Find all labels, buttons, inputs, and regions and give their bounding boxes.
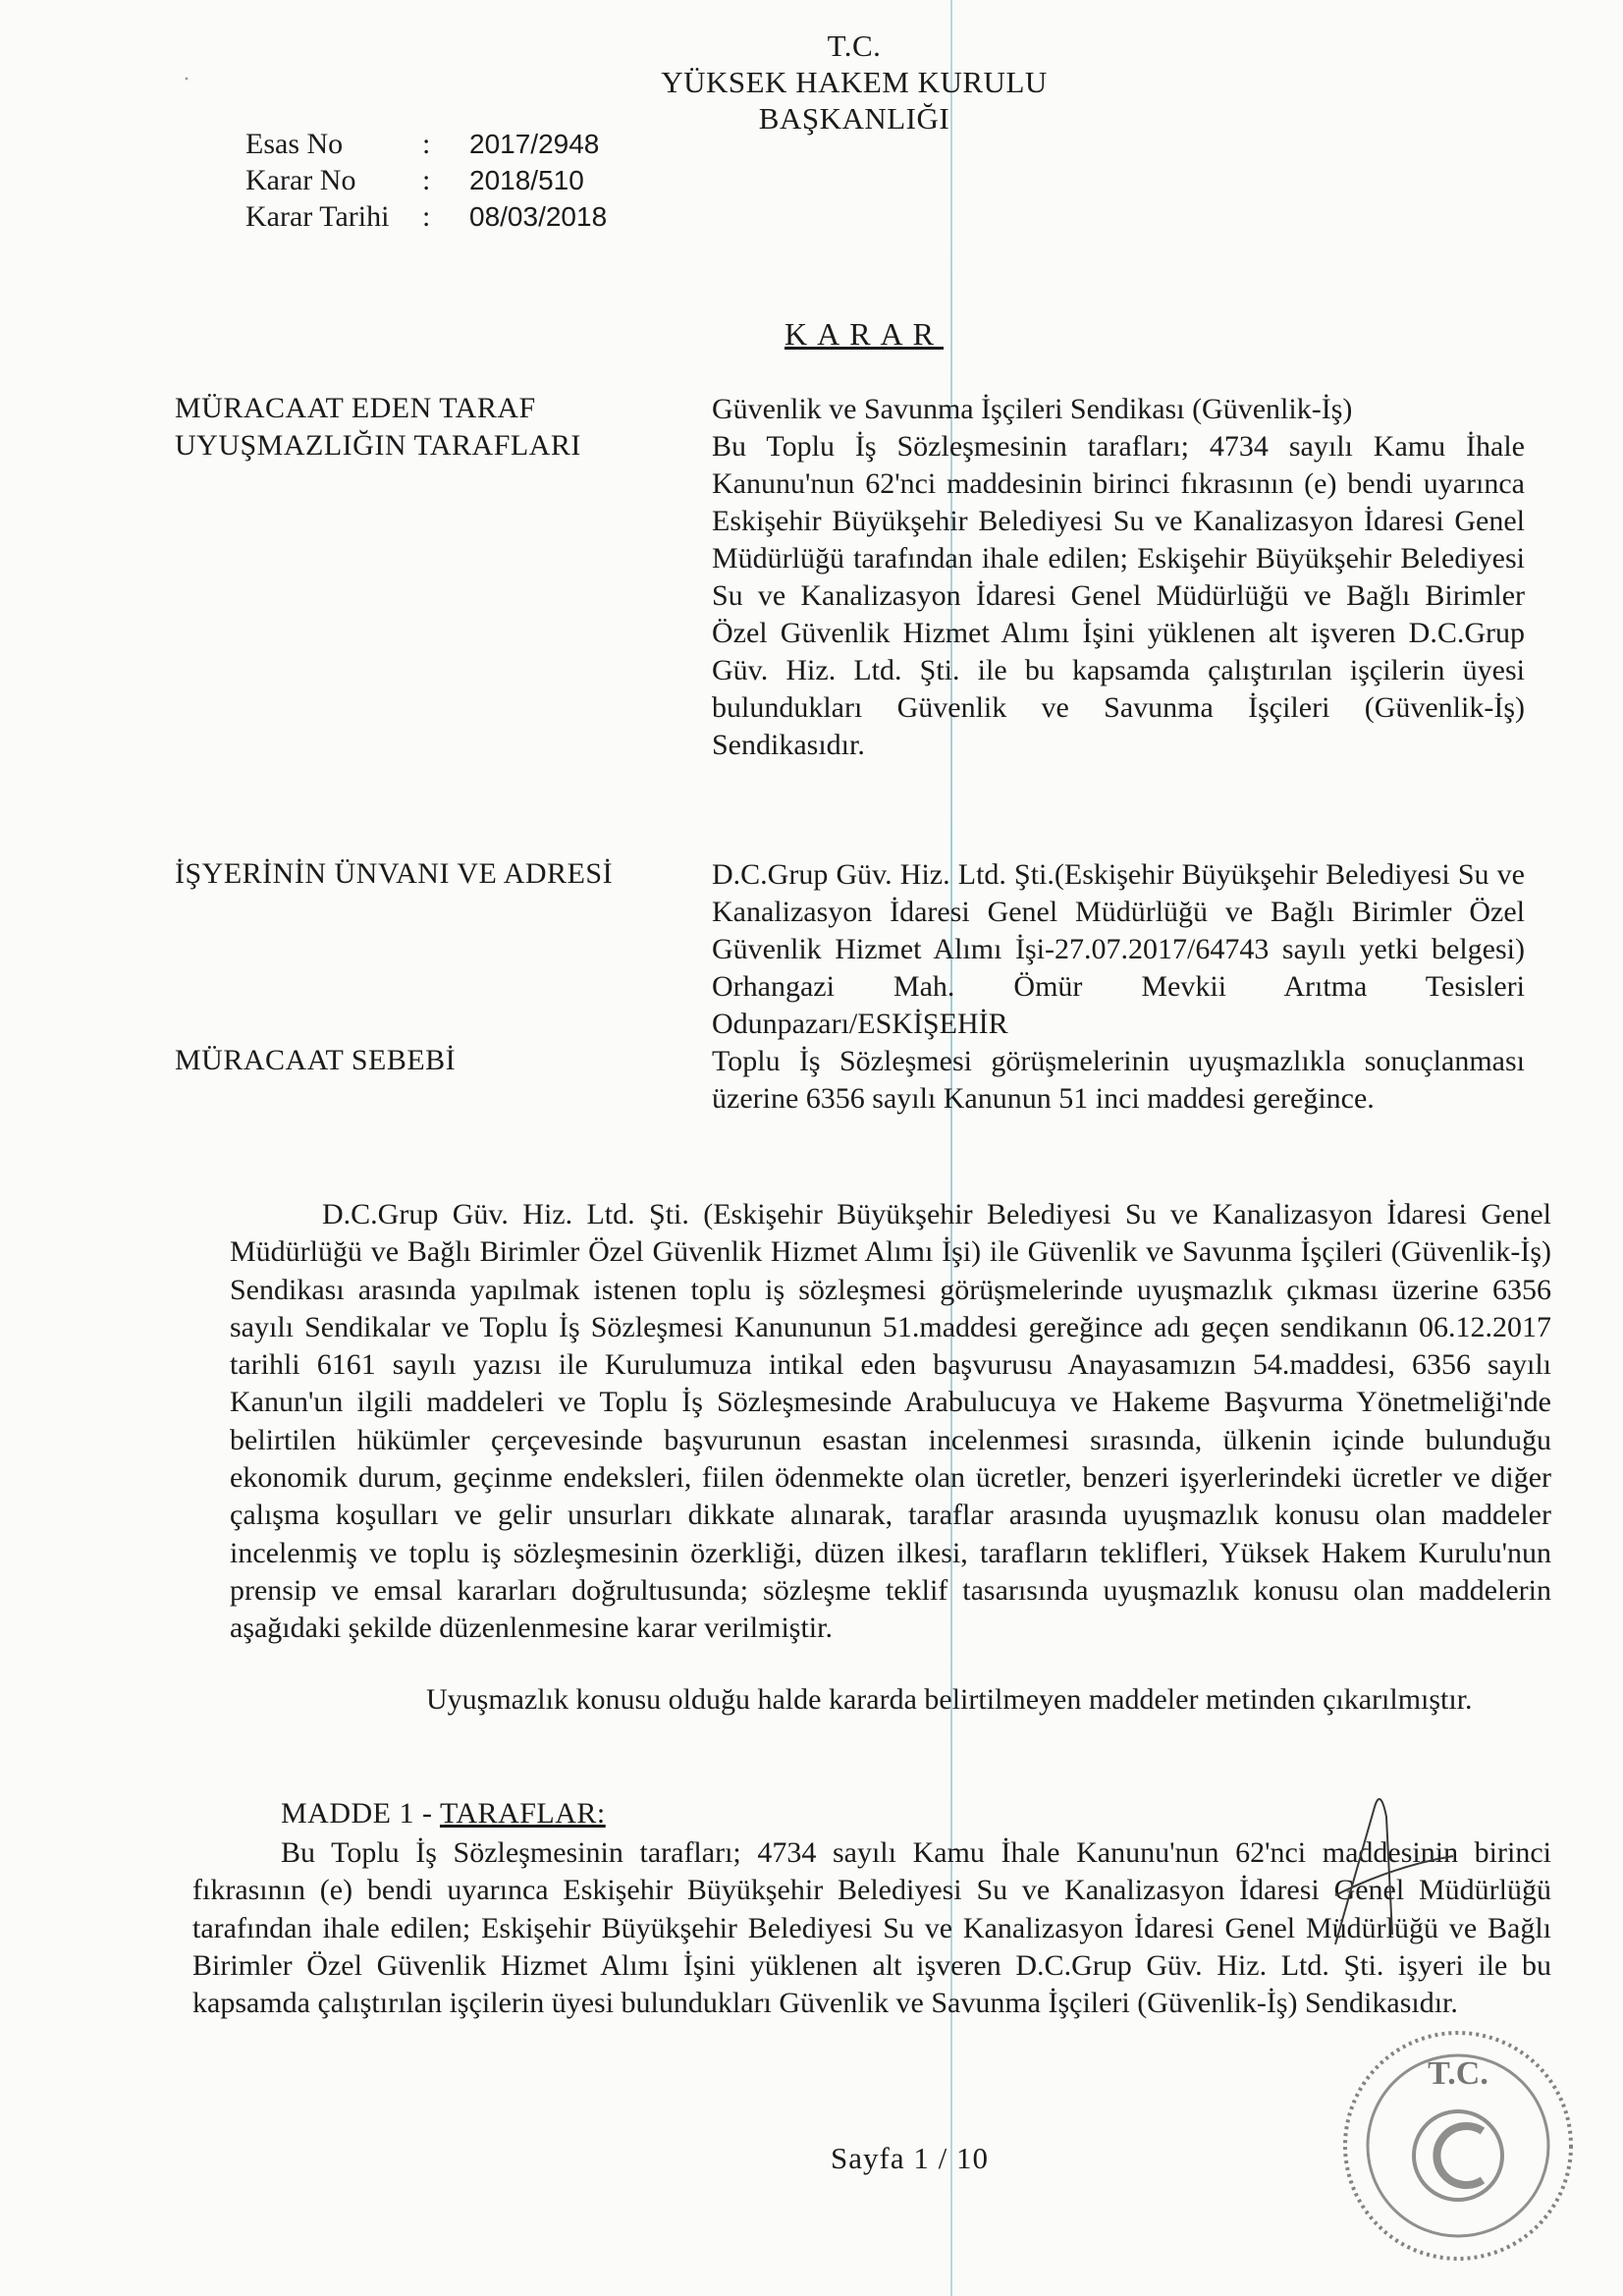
applicant-value: Güvenlik ve Savunma İşçileri Sendikası (Güvenlik-İş) [712,393,1353,425]
meta-row-tarih [245,198,607,235]
meta-sep: : [422,128,431,160]
meta-value: 08/03/2018 [469,201,608,232]
meta-value: 2017/2948 [469,129,600,159]
header-presidency: BAŞKANLIĞI [758,101,950,136]
meta-sep: : [422,164,431,196]
parties-value: Bu Toplu İş Sözleşmesinin tarafları; 4734 sayılı Kamu İhale Kanunu'nun 62'nci maddesinin birinci fıkrasının (e) bendi uyarınca Eskişehir Büyükşehir Belediyesi Su ve Kanalizasyon İdaresi Genel Müdürlüğü tarafından ihale edilen; Eskişehir Büyükşehir Belediyesi Su ve Kanalizasyon İdaresi Genel Müdürlüğü ve Bağlı Birimler Özel Güvenlik Hizmet Alımı İşini yüklenen alt işveren D.C.Grup Güv. Hiz. Ltd. Şti. ile bu kapsamda çalıştırılan işçilerin üyesi bulundukları Güvenlik ve Savunma İşçileri (Güvenlik-İş) Sendikasıdır. [712,430,1525,761]
workplace-label: İŞYERİNİN ÜNVANI VE ADRESİ [175,857,614,890]
meta-key: Karar No [245,164,356,196]
omitted-articles-note: Uyuşmazlık konusu olduğu halde kararda belirtilmeyen maddeler metinden çıkarılmıştır. [426,1683,1473,1716]
article-title: TARAFLAR: [439,1797,606,1830]
stamp-text: T.C. [1428,2055,1488,2092]
meta-row-esas [245,126,607,162]
applicant-label: MÜRACAAT EDEN TARAF [175,392,536,424]
decision-paragraph: D.C.Grup Güv. Hiz. Ltd. Şti. (Eskişehir Büyükşehir Belediyesi Su ve Kanalizasyon İdaresi Genel Müdürlüğü ve Bağlı Birimler Özel Güvenlik Hizmet Alımı İşi) ile Güvenlik ve Savunma İşçileri (Güvenlik-İş) Sendikası arasında yapılmak istenen toplu iş sözleşmesi görüşmelerinde uyuşmazlık çıkması üzerine 6356 sayılı Sendikalar ve Toplu İş Sözleşmesi Kanununun 51.maddesi gereğince adı geçen sendikanın 06.12.2017 tarihli 6161 sayılı yazısı ile Kurulumuza intikal eden başvurusu Anayasamızın 54.maddesi, 6356 sayılı Kanun'un ilgili maddeleri ve Toplu İş Sözleşmesinde Arabulucuya ve Hakeme Başvurma Yönetmeliği'nde belirtilen hükümler çerçevesinde başvurunun esastan incelenmesi sırasında, ülkenin içinde bulunduğu ekonomik durum, geçinme endeksleri, fiilen ödenmekte olan ücretler, benzeri işyerlerindeki ücretler ve diğer çalışma koşulları ve gelir unsurları dikkate alınarak, taraflar arasında uyuşmazlık konusu olan maddeler incelenmiş ve toplu iş sözleşmesinin özerkliği, düzen ilkesi, tarafların teklifleri, Yüksek Hakem Kurulu'nun prensip ve emsal kararları doğrultusunda; sözleşme teklif tasarısında uyuşmazlık konusu olan maddelerin aşağıdaki şekilde düzenlenmesine karar verilmiştir. [230,1198,1551,1645]
reason-value: Toplu İş Sözleşmesi görüşmelerinin uyuşmazlıkla sonuçlanması üzerine 6356 sayılı Kanunun 51 inci maddesi gereğince. [712,1045,1525,1115]
scan-dot: · [183,67,190,92]
official-seal-icon [1335,2023,1581,2269]
workplace-value: D.C.Grup Güv. Hiz. Ltd. Şti.(Eskişehir Büyükşehir Belediyesi Su ve Kanalizasyon İdaresi Genel Müdürlüğü ve Bağlı Birimler Özel Güvenlik Hizmet Alımı İşi-27.07.2017/64743 sayılı yetki belgesi) Orhangazi Mah. Ömür Mevkii Arıtma Tesisleri Odunpazarı/ESKİŞEHİR [712,858,1525,1040]
decision-title: KARAR [784,316,944,352]
meta-key: Karar Tarihi [245,200,390,233]
article-number: MADDE 1 - [281,1797,433,1830]
case-meta [245,126,607,235]
reason-label: MÜRACAAT SEBEBİ [175,1044,457,1076]
meta-row-karar [245,162,607,198]
meta-sep: : [422,200,431,233]
signature-mark [1276,1777,1473,1954]
parties-label: UYUŞMAZLIĞIN TARAFLARI [175,429,581,462]
article-1-text: Bu Toplu İş Sözleşmesinin tarafları; 4734 sayılı Kamu İhale Kanunu'nun 62'nci maddesinin birinci fıkrasının (e) bendi uyarınca Eskişehir Büyükşehir Belediyesi Su ve Kanalizasyon İdaresi Genel Müdürlüğü tarafından ihale edilen; Eskişehir Büyükşehir Belediyesi Su ve Kanalizasyon İdaresi Genel Müdürlüğü ve Bağlı Birimler Özel Güvenlik Hizmet Alımı İşini yüklenen alt işveren D.C.Grup Güv. Hiz. Ltd. Şti. işyeri ile bu kapsamda çalıştırılan işçilerin üyesi bulundukları Güvenlik ve Savunma İşçileri (Güvenlik-İş) Sendikasıdır. [192,1836,1551,2020]
header-tc: T.C. [827,28,882,63]
article-1-heading [281,1797,606,1831]
meta-value: 2018/510 [469,165,584,195]
document-header [628,27,1080,137]
header-institution: YÜKSEK HAKEM KURULU [661,65,1048,99]
page-number: Sayfa 1 / 10 [831,2141,989,2175]
meta-key: Esas No [245,128,344,160]
